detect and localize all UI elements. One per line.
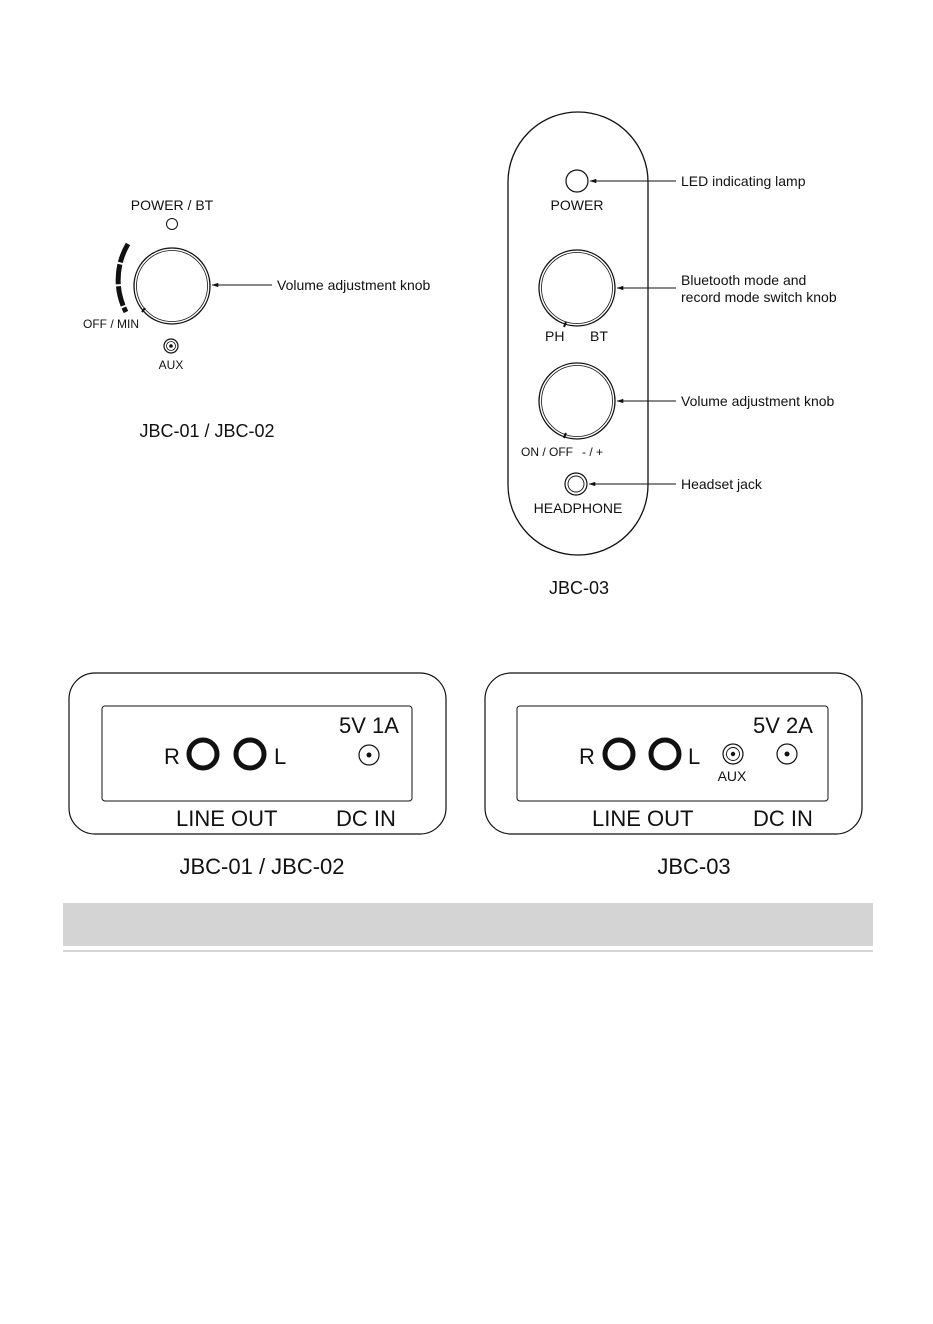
dc-in-label: DC IN <box>336 806 396 831</box>
line-out-l-jack-icon-jbc03 <box>651 740 679 768</box>
section-divider <box>63 950 873 952</box>
line-out-l-jack-icon <box>236 740 264 768</box>
dc-in-jack-icon-jbc03 <box>777 744 797 764</box>
r-label-jbc03: R <box>579 744 595 769</box>
power-bt-label: POWER / BT <box>130 197 214 213</box>
aux-label: AUX <box>158 358 184 372</box>
mode-callout-line2: record mode switch knob <box>681 289 837 305</box>
power-label: POWER <box>550 197 604 213</box>
headset-callout: Headset jack <box>681 476 762 492</box>
l-label: L <box>274 744 287 769</box>
headphone-label: HEADPHONE <box>533 500 623 516</box>
bottom-left-caption: JBC-01 / JBC-02 <box>179 854 345 879</box>
ph-label: PH <box>545 328 565 344</box>
power-rating-jbc03: 5V 2A <box>753 713 813 738</box>
vol-sign-label: - / + <box>582 445 604 459</box>
r-label: R <box>164 744 180 769</box>
mode-switch-knob[interactable] <box>539 250 615 327</box>
aux-jack-icon-jbc03 <box>723 744 743 764</box>
line-out-label-jbc03: LINE OUT <box>592 806 694 831</box>
headphone-jack-icon <box>565 473 587 495</box>
top-right-caption: JBC-03 <box>548 578 610 598</box>
line-out-label: LINE OUT <box>176 806 278 831</box>
mode-callout-line1: Bluetooth mode and <box>681 272 807 288</box>
aux-jack-icon <box>164 339 178 353</box>
off-min-label: OFF / MIN <box>83 317 139 331</box>
line-out-r-jack-icon <box>189 740 217 768</box>
jbc03-remote-panel <box>508 112 837 598</box>
top-left-caption: JBC-01 / JBC-02 <box>139 421 275 441</box>
dc-in-jack-icon <box>359 745 379 765</box>
volume-callout-jbc03: Volume adjustment knob <box>681 393 835 409</box>
volume-knob-jbc03[interactable] <box>539 363 615 439</box>
aux-label-jbc03: AUX <box>717 768 747 784</box>
jbc01-rear-panel <box>69 673 446 879</box>
power-rating: 5V 1A <box>339 713 399 738</box>
on-off-label: ON / OFF <box>521 445 573 459</box>
line-out-r-jack-icon-jbc03 <box>605 740 633 768</box>
bottom-right-caption: JBC-03 <box>657 854 731 879</box>
led-lamp-icon <box>566 170 588 192</box>
jbc01-top-panel <box>83 197 431 441</box>
section-header-bar <box>63 903 873 946</box>
power-bt-led-icon <box>167 219 178 230</box>
dc-in-label-jbc03: DC IN <box>753 806 813 831</box>
volume-level-arc-icon <box>118 244 128 312</box>
l-label-jbc03: L <box>688 744 701 769</box>
jbc03-rear-panel <box>485 673 862 879</box>
volume-callout: Volume adjustment knob <box>277 277 431 293</box>
led-callout: LED indicating lamp <box>681 173 806 189</box>
bt-label: BT <box>590 328 608 344</box>
volume-knob[interactable] <box>134 248 210 324</box>
